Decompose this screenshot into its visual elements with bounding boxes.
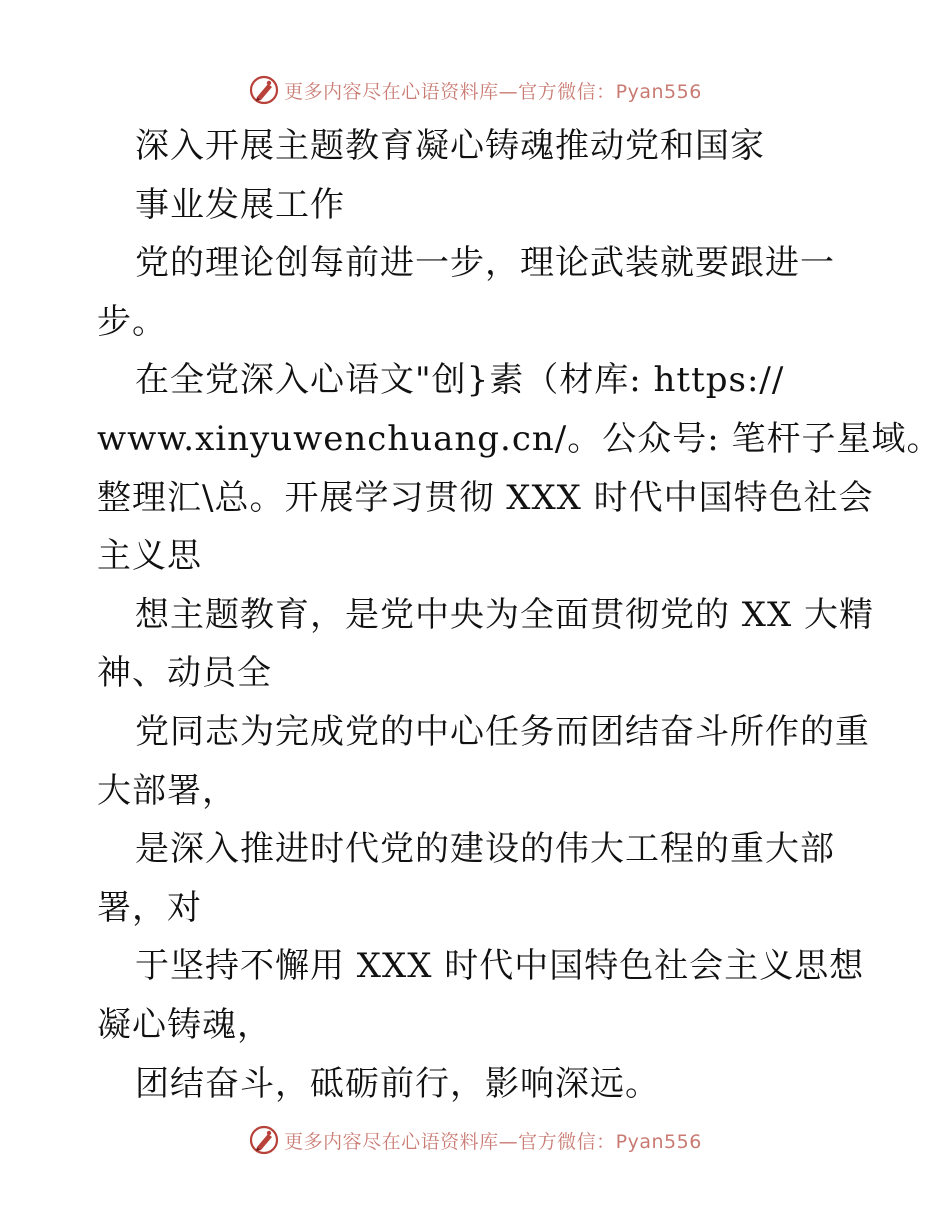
doc-title-line-1: 深入开展主题教育凝心铸魂推动党和国家 — [135, 126, 765, 166]
document-body — [97, 117, 942, 1113]
paragraph-line: www.xinyuwenchuang.cn/。公众号: 笔杆子星域。 — [97, 418, 942, 459]
paragraph-line: 凝心铸魂， — [97, 1004, 272, 1045]
header-banner-text: 更多内容尽在心语资料库—官方微信：Pyan556 — [284, 80, 702, 103]
doc-title-line-2: 事业发展工作 — [135, 184, 345, 225]
paragraph-line: 团结奋斗，砥砺前行，影响深远。 — [135, 1063, 660, 1104]
header-banner — [0, 70, 950, 110]
paragraph-line: 党同志为完成党的中心任务而团结奋斗所作的重 — [135, 711, 870, 752]
pen-logo-icon — [248, 1124, 280, 1156]
pen-logo-icon — [248, 74, 280, 106]
paragraph-line: 主义思 — [97, 536, 202, 577]
paragraph-line: 大部署， — [97, 770, 237, 811]
paragraph-line: 于坚持不懈用 XXX 时代中国特色社会主义思想 — [135, 946, 865, 987]
footer-banner — [0, 1120, 950, 1160]
paragraph-line: 署，对 — [97, 887, 202, 928]
footer-banner-text: 更多内容尽在心语资料库—官方微信：Pyan556 — [284, 1130, 702, 1153]
paragraph-line: 想主题教育，是党中央为全面贯彻党的 XX 大精 — [135, 594, 875, 635]
paragraph-line: 是深入推进时代党的建设的伟大工程的重大部 — [135, 829, 835, 870]
paragraph-line: 党的理论创每前进一步，理论武装就要跟进一 — [135, 243, 835, 284]
paragraph-line: 神、动员全 — [97, 653, 272, 694]
paragraph-line: 整理汇\总。开展学习贯彻 XXX 时代中国特色社会 — [97, 477, 874, 518]
paragraph-line: 步。 — [97, 301, 167, 342]
paragraph-line: 在全党深入心语文"创}素（材库: https:// — [135, 360, 785, 401]
